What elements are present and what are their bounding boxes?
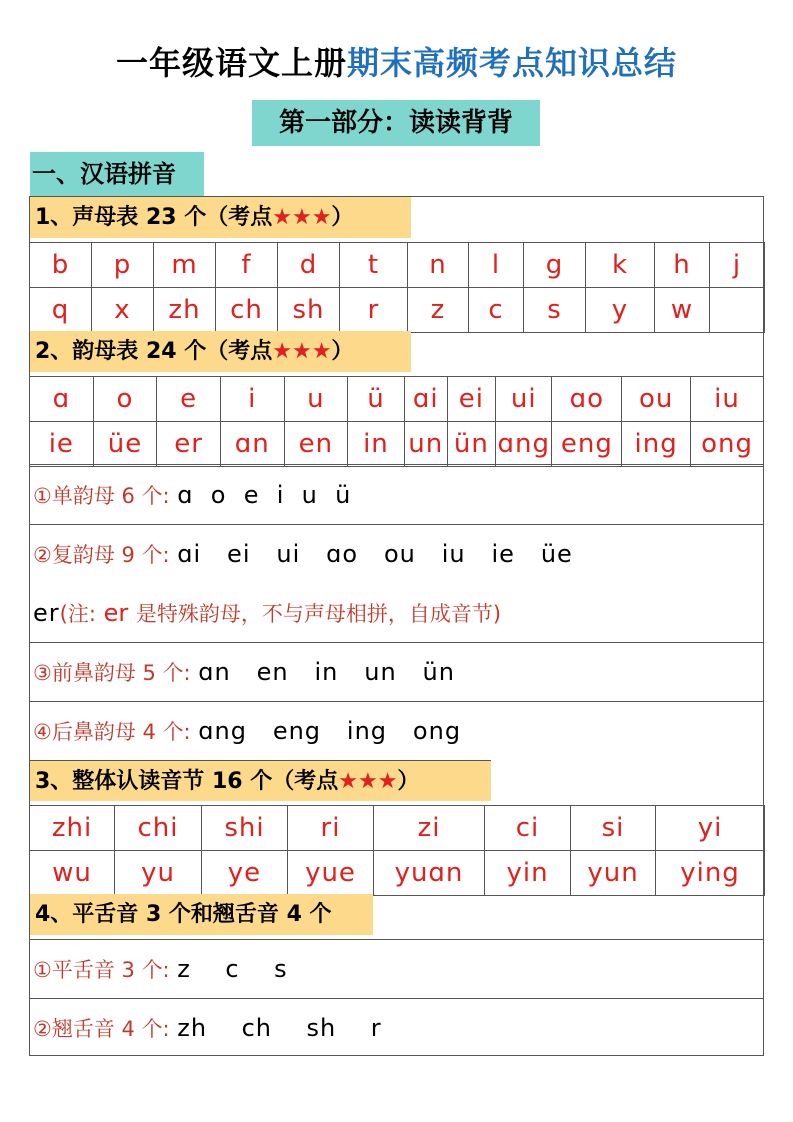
pinyin-cell: i [220,377,284,422]
section-4-label: 4、平舌音 3 个和翘舌音 4 个 [35,902,332,927]
pinyin-cell: w [655,288,710,333]
table-row [30,806,765,851]
pinyin-cell: ɑ [30,377,94,422]
pinyin-cell: e [157,377,221,422]
pinyin-cell: d [278,243,340,288]
pinyin-cell: ing [622,422,691,467]
pinyin-cell: yu [115,851,202,896]
pinyin-cell: c [469,288,524,333]
pinyin-cell: iu [691,377,764,422]
pinyin-cell: ɑng [496,422,552,467]
retroflex-values: zh ch sh r [177,1014,382,1042]
finals-table [29,376,764,467]
pinyin-cell: ɑi [404,377,447,422]
pinyin-cell [710,288,765,333]
pinyin-cell: zhi [30,806,115,851]
compound-finals-values: ɑi ei ui ɑo ou iu ie üe [177,540,573,568]
pinyin-cell: yin [485,851,571,896]
pinyin-cell: yue [288,851,374,896]
section-2-close: ） [331,339,354,364]
pinyin-cell: ri [288,806,374,851]
section-heading: 一、汉语拼音 [30,152,204,196]
pinyin-cell: yi [656,806,765,851]
pinyin-cell: ch [216,288,278,333]
pinyin-cell: ui [496,377,552,422]
pinyin-cell: ying [656,851,765,896]
front-nasal-row [29,642,764,701]
pinyin-cell: si [571,806,656,851]
retroflex-row [29,998,764,1055]
pinyin-cell: ou [622,377,691,422]
section-3-label: 3、整体认读音节 16 个（考点 [35,769,339,794]
star-rating: ★★★ [272,339,332,364]
pinyin-cell: zh [154,288,216,333]
er-note-open: (注: [59,602,96,626]
pinyin-cell: sh [278,288,340,333]
pinyin-cell: j [710,243,765,288]
pinyin-cell: n [408,243,469,288]
pinyin-cell: chi [115,806,202,851]
star-rating: ★★★ [272,205,332,230]
pinyin-cell: z [408,288,469,333]
pinyin-cell: b [30,243,92,288]
compound-finals-row [29,524,764,642]
pinyin-cell: s [524,288,586,333]
section-3-close: ） [397,769,420,794]
flat-tongue-label: ①平舌音 3 个: [33,958,170,982]
simple-finals-values: ɑ o e i u ü [177,481,352,509]
pinyin-cell: ong [691,422,764,467]
table-row [30,851,765,896]
pinyin-cell: eng [552,422,622,467]
flat-tongue-row [29,939,764,998]
er-note-text: 是特殊韵母，不与声母相拼，自成音节) [135,602,502,626]
pinyin-cell: t [340,243,408,288]
document-title [0,40,793,86]
table-row [30,422,764,467]
title-part-2: 期末高频考点知识总结 [347,44,678,82]
pinyin-cell: in [348,422,404,467]
pinyin-cell: ye [202,851,288,896]
section-1-label: 1、声母表 23 个（考点 [35,205,273,230]
front-nasal-values: ɑn en in un ün [198,658,455,686]
pinyin-cell: p [92,243,154,288]
table-row [30,243,765,288]
retroflex-label: ②翘舌音 4 个: [33,1017,170,1041]
pinyin-cell: k [586,243,655,288]
pinyin-cell: l [469,243,524,288]
pinyin-cell: ɑo [552,377,622,422]
pinyin-cell: x [92,288,154,333]
title-part-1: 一年级语文上册 [115,44,347,82]
star-rating: ★★★ [338,769,398,794]
simple-finals-label: ①单韵母 6 个: [33,484,170,508]
section-4-heading [30,894,373,935]
pinyin-cell: u [284,377,348,422]
back-nasal-values: ɑng eng ing ong [198,717,462,745]
pinyin-cell: h [655,243,710,288]
pinyin-cell: ei [447,377,495,422]
pinyin-cell: m [154,243,216,288]
section-2-label: 2、韵母表 24 个（考点 [35,339,273,364]
flat-tongue-values: z c s [177,955,288,983]
table-row [30,377,764,422]
back-nasal-label: ④后鼻韵母 4 个: [33,720,191,744]
section-1-heading [30,197,411,238]
pinyin-cell: r [340,288,408,333]
section-3-heading [30,760,491,801]
simple-finals-row [29,464,764,524]
pinyin-cell: q [30,288,92,333]
back-nasal-row [29,701,764,760]
compound-finals-label: ②复韵母 9 个: [33,543,170,567]
front-nasal-label: ③前鼻韵母 5 个: [33,661,191,685]
pinyin-cell: g [524,243,586,288]
initials-table [29,242,765,333]
pinyin-cell: o [93,377,157,422]
part-title: 第一部分：读读背背 [252,100,540,146]
er-note-er: er [103,599,129,627]
pinyin-cell: y [586,288,655,333]
table-row [30,288,765,333]
section-1-close: ） [331,205,354,230]
pinyin-cell: un [404,422,447,467]
pinyin-cell: en [284,422,348,467]
pinyin-cell: ün [447,422,495,467]
pinyin-cell: yun [571,851,656,896]
er-final: er [33,599,60,627]
pinyin-cell: ci [485,806,571,851]
whole-syllables-table [29,805,765,896]
pinyin-cell: wu [30,851,115,896]
section-2-heading [30,331,411,372]
pinyin-cell: ü [348,377,404,422]
pinyin-cell: ɑn [220,422,284,467]
pinyin-cell: er [157,422,221,467]
pinyin-cell: f [216,243,278,288]
pinyin-cell: üe [93,422,157,467]
pinyin-cell: ie [30,422,94,467]
pinyin-cell: zi [374,806,485,851]
pinyin-cell: yuɑn [374,851,485,896]
pinyin-cell: shi [202,806,288,851]
